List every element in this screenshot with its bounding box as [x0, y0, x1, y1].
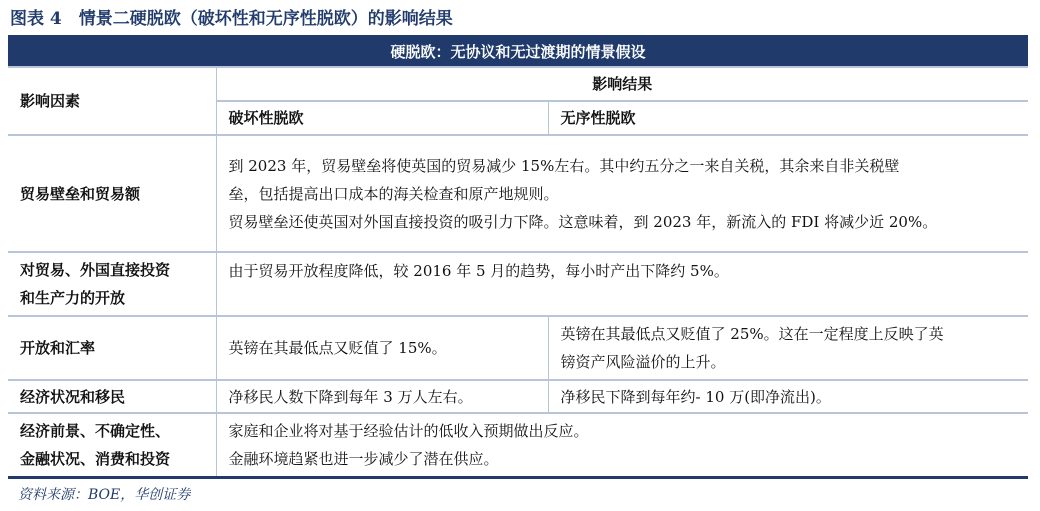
- header-sub-b: 无序性脱欧: [548, 101, 1028, 135]
- factor-line: 对贸易、外国直接投资: [20, 261, 171, 279]
- row-factor: [8, 413, 216, 478]
- row-text-line: 到 2023 年，贸易壁垒将使英国的贸易减少 15%左右。其中约五分之一来自关税，其余来自非关税壁: [228, 156, 900, 175]
- table-row: [8, 135, 1028, 252]
- row-text-line: 英镑在其最低点又贬值了 25%。这在一定程度上反映了英: [560, 325, 944, 343]
- factor-line: 和生产力的开放: [20, 289, 126, 307]
- table-row: [8, 413, 1028, 478]
- impact-table: [8, 35, 1028, 479]
- source-note: 资料来源：BOE，华创证券: [18, 487, 191, 503]
- header-factor: 影响因素: [8, 67, 216, 135]
- row-text-line: 金融环境趋紧也进一步减少了潜在供应。: [228, 450, 499, 468]
- row-result: [216, 413, 1028, 478]
- table-banner: 硬脱欧：无协议和无过渡期的情景假设: [8, 37, 1028, 68]
- header-sub-a: 破坏性脱欧: [216, 101, 548, 135]
- row-text-line: 家庭和企业将对基于经验估计的低收入预期做出反应。: [228, 422, 589, 440]
- row-result-a: 英镑在其最低点又贬值了 15%。: [216, 316, 548, 380]
- banner-row: [8, 37, 1028, 68]
- row-factor: 经济状况和移民: [8, 380, 216, 413]
- factor-line: 经济前景、不确定性、: [20, 422, 171, 440]
- header-row-1: [8, 67, 1028, 101]
- row-factor: 开放和汇率: [8, 316, 216, 380]
- row-result: 由于贸易开放程度降低，较 2016 年 5 月的趋势，每小时产出下降约 5%。: [216, 252, 1028, 316]
- row-result-b: [548, 316, 1028, 380]
- table-row: [8, 316, 1028, 380]
- header-result: 影响结果: [216, 67, 1028, 101]
- factor-line: 金融状况、消费和投资: [20, 450, 171, 468]
- table-row: [8, 380, 1028, 413]
- row-result-b: 净移民下降到每年约- 10 万(即净流出)。: [548, 380, 1028, 413]
- row-factor: 贸易壁垒和贸易额: [8, 135, 216, 252]
- table-row: [8, 252, 1028, 316]
- row-text-line: 镑资产风险溢价的上升。: [560, 353, 726, 371]
- row-text-line: 垒，包括提高出口成本的海关检查和原产地规则。: [228, 184, 559, 203]
- row-factor: [8, 252, 216, 316]
- row-result: [216, 135, 1028, 252]
- row-text-line: 贸易壁垒还使英国对外国直接投资的吸引力下降。这意味着，到 2023 年，新流入的 FDI 将减少近 20%。: [228, 212, 938, 231]
- row-result-a: 净移民人数下降到每年 3 万人左右。: [216, 380, 548, 413]
- figure-title: 图表 4 情景二硬脱欧（破坏性和无序性脱欧）的影响结果: [10, 9, 453, 29]
